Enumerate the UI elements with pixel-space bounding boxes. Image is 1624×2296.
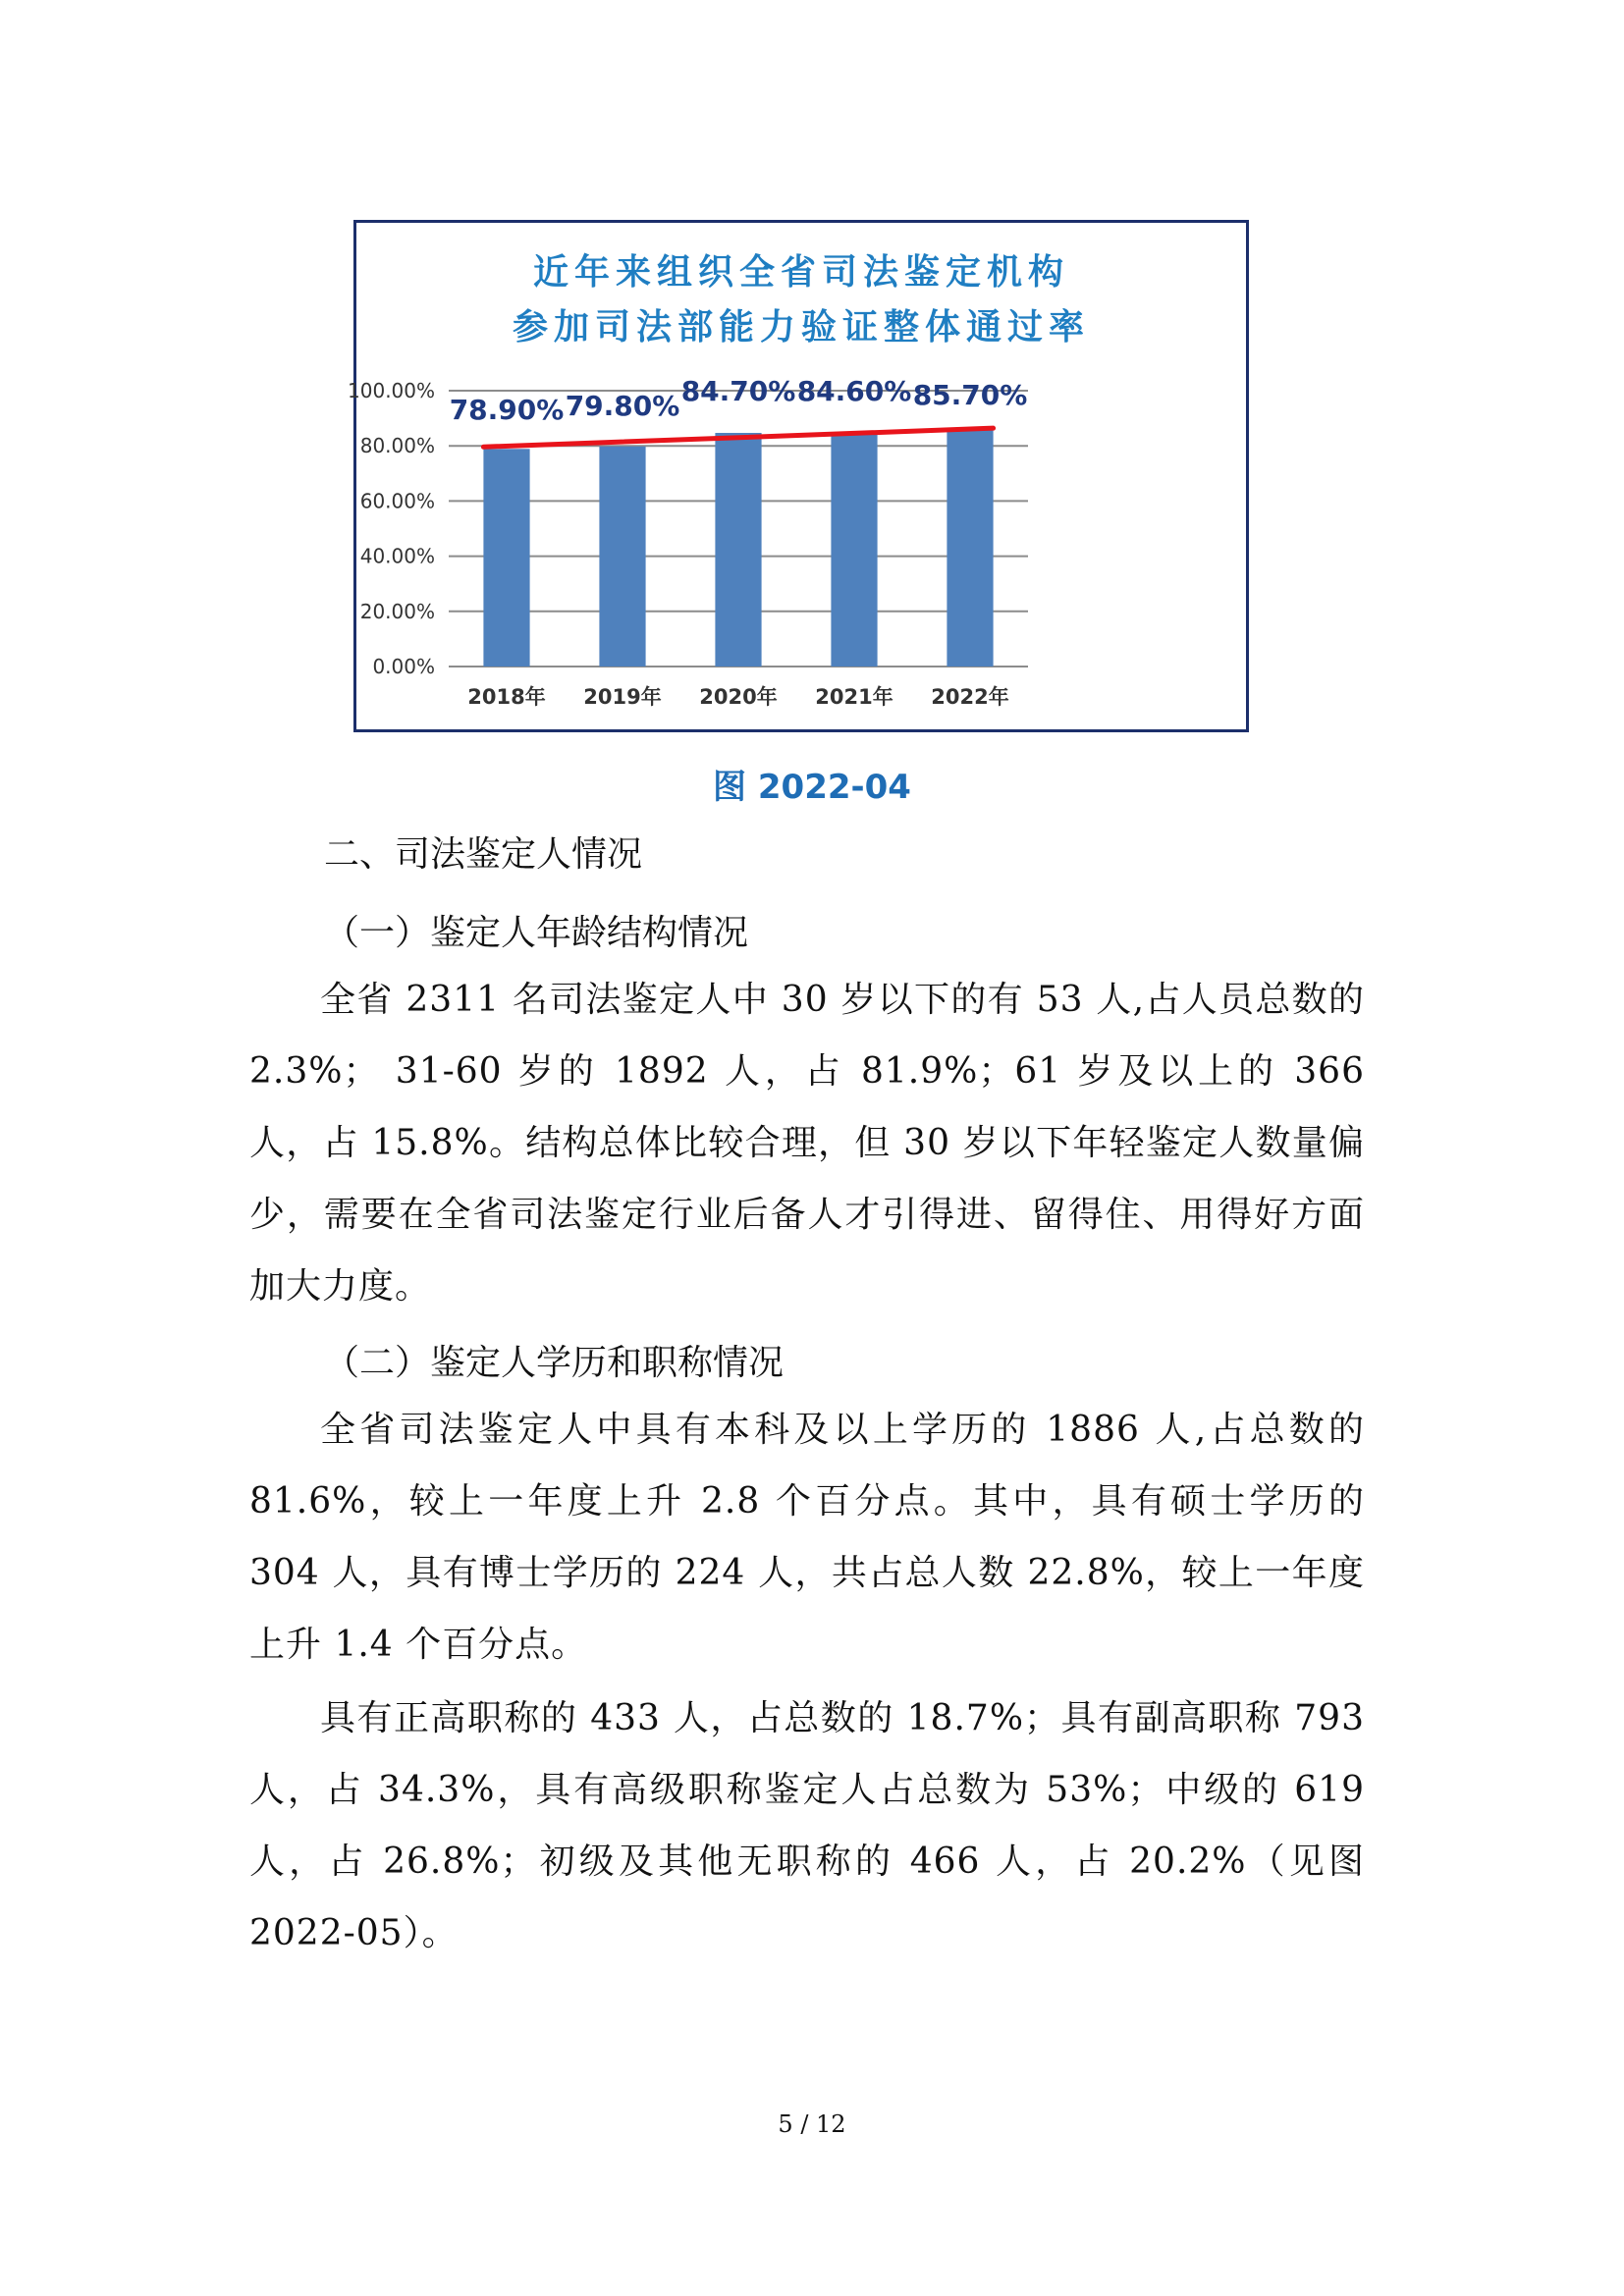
x-tick-label: 2022年 [931, 685, 1009, 709]
chart-title-line2: 参加司法部能力验证整体通过率 [512, 306, 1090, 347]
data-label: 79.80% [565, 390, 680, 422]
figure-caption: 图 2022-04 [713, 768, 911, 807]
data-label: 84.60% [796, 375, 912, 407]
y-tick-label: 60.00% [359, 489, 435, 513]
paragraph-titles: 具有正高职称的 433 人，占总数的 18.7%；具有副高职称 793 人，占 34.3%，具有高级职称鉴定人占总数为 53%；中级的 619 人，占 26.8%；初级及其他无职称的 466 人，占 20.2%（见图 2022-05）。 [249, 1698, 1365, 1953]
page-number: 5 / 12 [778, 2110, 846, 2138]
y-tick-label: 40.00% [359, 544, 435, 568]
bar-chart [348, 223, 1246, 729]
y-tick-label: 80.00% [359, 434, 435, 458]
subsection-heading-education: （二）鉴定人学历和职称情况 [324, 1343, 785, 1383]
x-tick-label: 2018年 [467, 685, 546, 709]
paragraph-education: 全省司法鉴定人中具有本科及以上学历的 1886 人,占总数的 81.6%，较上一年度上升 2.8 个百分点。其中，具有硕士学历的 304 人，具有博士学历的 224 人，共占总人数 22.8%，较上一年度上升 1.4 个百分点。 [249, 1410, 1365, 1665]
y-tick-label: 0.00% [372, 655, 435, 678]
bar [947, 430, 993, 667]
paragraph-age-structure: 全省 2311 名司法鉴定人中 30 岁以下的有 53 人,占人员总数的 2.3%； 31-60 岁的 1892 人，占 81.9%；61 岁及以上的 366 人，占 15.8%。结构总体比较合理，但 30 岁以下年轻鉴定人数量偏少，需要在全省司法鉴定行业后备人才引得进、留得住、用得好方面加大力度。 [249, 980, 1365, 1307]
y-tick-label: 100.00% [348, 379, 435, 402]
chart-figure [348, 220, 1249, 732]
data-label: 84.70% [680, 375, 796, 407]
section-heading: 二、司法鉴定人情况 [324, 834, 643, 875]
bar [599, 447, 645, 667]
subsection-heading-age: （一）鉴定人年龄结构情况 [324, 913, 749, 953]
data-label: 78.90% [449, 394, 565, 426]
bar [831, 433, 877, 667]
bar [483, 449, 529, 667]
chart-title-line1: 近年来组织全省司法鉴定机构 [532, 251, 1069, 293]
x-tick-label: 2021年 [815, 685, 893, 709]
data-label: 85.70% [912, 379, 1028, 412]
x-tick-label: 2020年 [699, 685, 778, 709]
y-tick-label: 20.00% [359, 599, 435, 623]
x-tick-label: 2019年 [583, 685, 662, 709]
bar [715, 433, 761, 667]
